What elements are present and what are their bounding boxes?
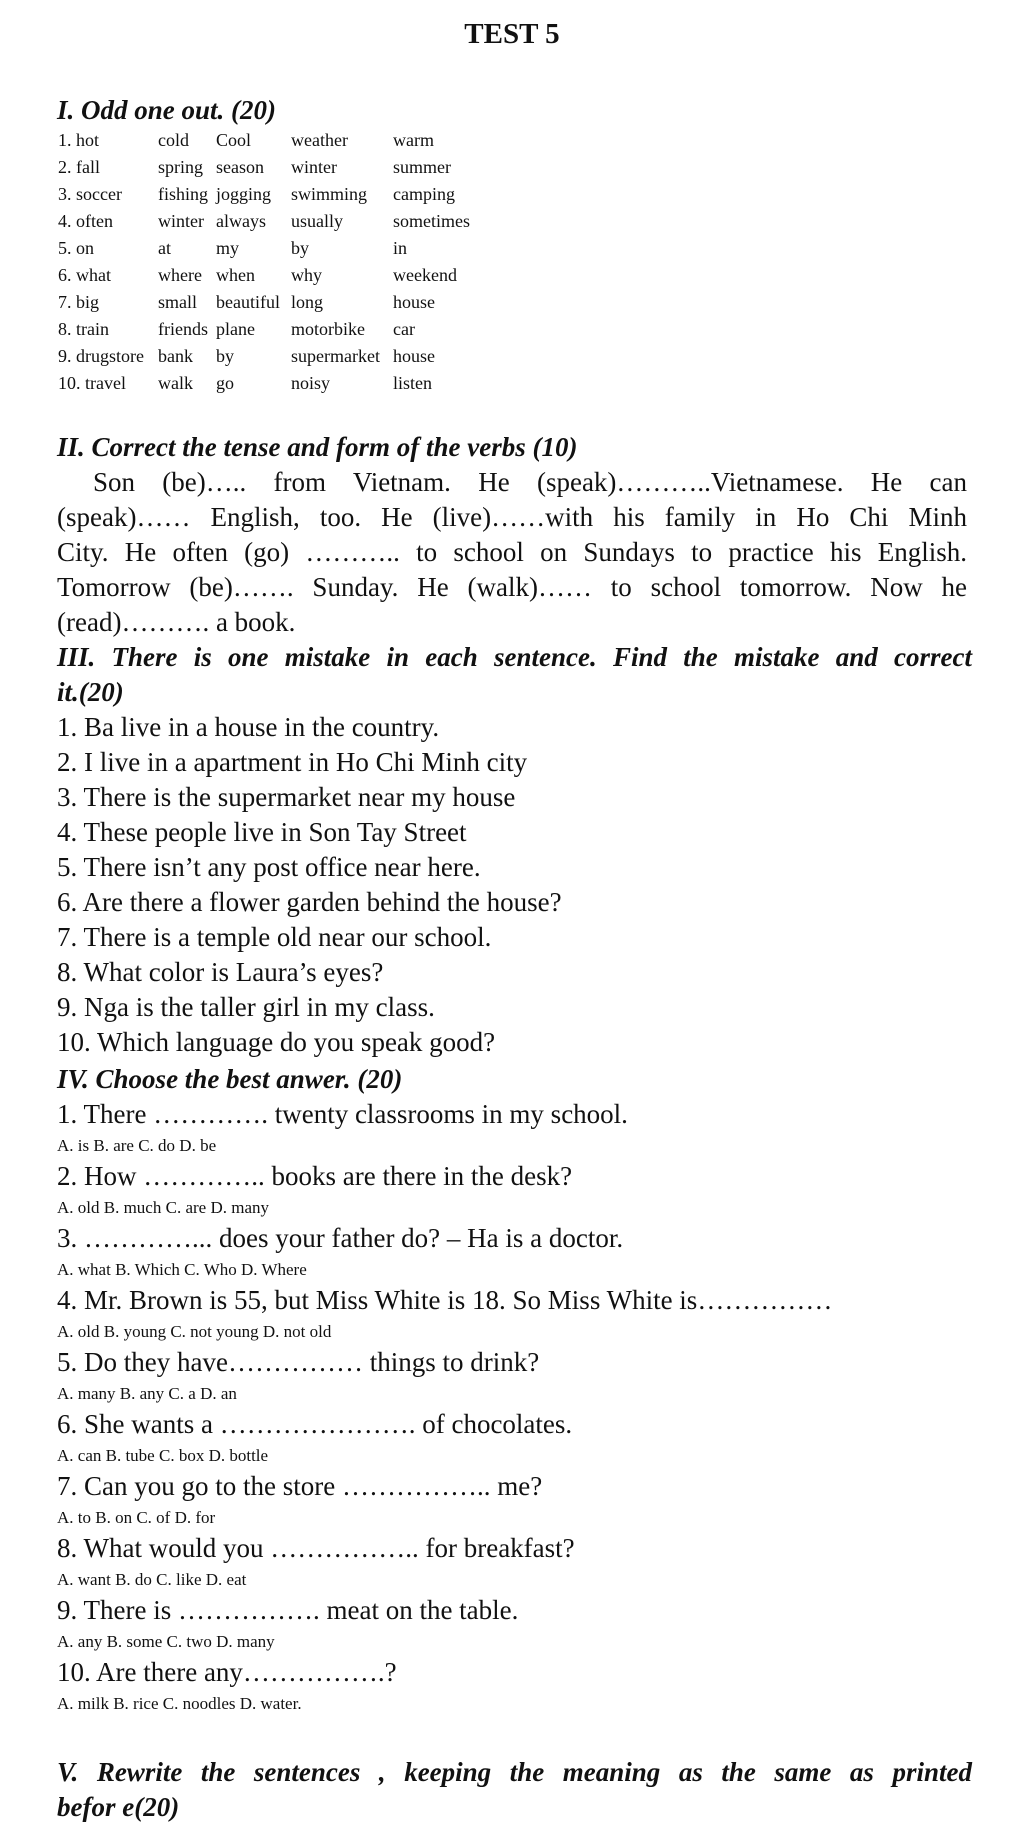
odd-one-out-word: supermarket [291, 346, 380, 366]
mcq-question: 8. What would you …………….. for breakfast? [57, 1533, 575, 1563]
odd-one-out-word: my [216, 238, 240, 258]
mcq-options: A. milk B. rice C. noodles D. water. [57, 1694, 302, 1713]
paragraph-line: Son (be)….. from Vietnam. He (speak)………..Vietnamese. He can [93, 467, 967, 497]
mistake-sentence: 4. These people live in Son Tay Street [57, 817, 467, 847]
mcq-options: A. want B. do C. like D. eat [57, 1570, 247, 1589]
mcq-item [57, 1159, 832, 1221]
odd-one-out-word: by [216, 346, 234, 366]
odd-one-out-word: why [291, 265, 322, 285]
odd-one-out-word: 1. hot [58, 130, 100, 150]
verb-tense-paragraph [57, 465, 967, 640]
odd-one-out-row [58, 154, 470, 181]
odd-one-out-word: 5. on [58, 238, 94, 258]
mcq-item [57, 1593, 832, 1655]
odd-one-out-word: car [393, 319, 415, 339]
odd-one-out-word: warm [393, 130, 434, 150]
odd-one-out-word: spring [158, 157, 203, 177]
mcq-options: A. can B. tube C. box D. bottle [57, 1446, 269, 1465]
mcq-options: A. what B. Which C. Who D. Where [57, 1260, 307, 1279]
odd-one-out-word: 3. soccer [58, 184, 122, 204]
odd-one-out-row [58, 208, 470, 235]
odd-one-out-word: summer [393, 157, 451, 177]
odd-one-out-word: motorbike [291, 319, 365, 339]
odd-one-out-word: 7. big [58, 292, 100, 312]
mcq-question: 10. Are there any…………….? [57, 1657, 397, 1687]
odd-one-out-word: plane [216, 319, 255, 339]
odd-one-out-word: by [291, 238, 309, 258]
odd-one-out-row [58, 127, 470, 154]
odd-one-out-word: in [393, 238, 408, 258]
odd-one-out-word: long [291, 292, 324, 312]
section-3-heading: III. There is one mistake in each sentence. Find the mistake and correct [57, 642, 972, 672]
mistake-sentence: 3. There is the supermarket near my house [57, 782, 516, 812]
multiple-choice-list [57, 1097, 832, 1717]
mcq-options: A. is B. are C. do D. be [57, 1136, 217, 1155]
paragraph-line: Tomorrow (be)……. Sunday. He (walk)…… to school tomorrow. Now he [57, 572, 967, 602]
section-3-heading-cont: it.(20) [57, 677, 124, 707]
odd-one-out-word: fishing [158, 184, 209, 204]
mcq-item [57, 1469, 832, 1531]
mcq-options: A. old B. much C. are D. many [57, 1198, 269, 1217]
odd-one-out-word: noisy [291, 373, 331, 393]
odd-one-out-row [58, 316, 470, 343]
odd-one-out-word: walk [158, 373, 193, 393]
odd-one-out-word: bank [158, 346, 193, 366]
odd-one-out-word: house [393, 346, 435, 366]
mistake-sentence: 6. Are there a flower garden behind the house? [57, 887, 562, 917]
mcq-question: 1. There …………. twenty classrooms in my school. [57, 1099, 628, 1129]
paragraph-line: (speak)…… English, too. He (live)……with his family in Ho Chi Minh [57, 502, 967, 532]
mistake-sentence: 2. I live in a apartment in Ho Chi Minh city [57, 747, 528, 777]
odd-one-out-word: 10. travel [58, 373, 126, 393]
mcq-question: 3. …………... does your father do? – Ha is a doctor. [57, 1223, 624, 1253]
odd-one-out-word: Cool [216, 130, 252, 150]
mistake-sentence: 5. There isn’t any post office near here. [57, 852, 481, 882]
mcq-question: 5. Do they have…………… things to drink? [57, 1347, 540, 1377]
mistake-sentence: 10. Which language do you speak good? [57, 1027, 496, 1057]
mcq-question: 4. Mr. Brown is 55, but Miss White is 18. So Miss White is…………… [57, 1285, 833, 1315]
odd-one-out-word: winter [291, 157, 337, 177]
odd-one-out-word: where [158, 265, 202, 285]
odd-one-out-word: swimming [291, 184, 368, 204]
mistake-sentence: 8. What color is Laura’s eyes? [57, 957, 384, 987]
mcq-question: 6. She wants a …………………. of chocolates. [57, 1409, 573, 1439]
mcq-options: A. many B. any C. a D. an [57, 1384, 237, 1403]
mcq-question: 2. How ………….. books are there in the desk? [57, 1161, 573, 1191]
mcq-item [57, 1345, 832, 1407]
mcq-options: A. any B. some C. two D. many [57, 1632, 275, 1651]
odd-one-out-table [58, 127, 470, 397]
odd-one-out-word: weather [291, 130, 348, 150]
odd-one-out-word: sometimes [393, 211, 470, 231]
section-5-heading: V. Rewrite the sentences , keeping the meaning as the same as printed [57, 1757, 972, 1787]
odd-one-out-word: small [158, 292, 197, 312]
odd-one-out-row [58, 289, 470, 316]
mcq-item [57, 1097, 832, 1159]
odd-one-out-word: always [216, 211, 266, 231]
odd-one-out-row [58, 235, 470, 262]
odd-one-out-word: go [216, 373, 234, 393]
odd-one-out-word: house [393, 292, 435, 312]
odd-one-out-word: when [216, 265, 255, 285]
odd-one-out-word: 2. fall [58, 157, 100, 177]
mcq-options: A. old B. young C. not young D. not old [57, 1322, 332, 1341]
mistake-sentence: 9. Nga is the taller girl in my class. [57, 992, 435, 1022]
odd-one-out-word: season [216, 157, 264, 177]
section-1-heading: I. Odd one out. (20) [57, 95, 277, 125]
mcq-question: 7. Can you go to the store …………….. me? [57, 1471, 543, 1501]
odd-one-out-word: 8. train [58, 319, 109, 339]
odd-one-out-word: jogging [216, 184, 272, 204]
section-2-heading: II. Correct the tense and form of the verbs (10) [57, 432, 578, 462]
odd-one-out-row [58, 262, 470, 289]
section-5-heading-cont: befor e(20) [57, 1792, 180, 1822]
odd-one-out-word: cold [158, 130, 189, 150]
mcq-question: 9. There is ……………. meat on the table. [57, 1595, 519, 1625]
mcq-options: A. to B. on C. of D. for [57, 1508, 216, 1527]
odd-one-out-word: listen [393, 373, 432, 393]
mistake-sentence: 1. Ba live in a house in the country. [57, 712, 440, 742]
odd-one-out-word: 4. often [58, 211, 113, 231]
section-4-heading: IV. Choose the best anwer. (20) [57, 1064, 403, 1094]
odd-one-out-word: weekend [393, 265, 457, 285]
odd-one-out-word: camping [393, 184, 455, 204]
paragraph-line: City. He often (go) ……….. to school on Sundays to practice his English. [57, 537, 967, 567]
odd-one-out-word: friends [158, 319, 208, 339]
paragraph-line: (read)………. a book. [57, 607, 296, 637]
odd-one-out-word: winter [158, 211, 204, 231]
mistake-sentence: 7. There is a temple old near our school. [57, 922, 492, 952]
odd-one-out-word: 6. what [58, 265, 111, 285]
mcq-item [57, 1655, 832, 1717]
page-title: TEST 5 [464, 18, 560, 50]
mistake-sentence-list [57, 710, 562, 1060]
mcq-item [57, 1221, 832, 1283]
odd-one-out-word: beautiful [216, 292, 280, 312]
odd-one-out-row [58, 370, 470, 397]
mcq-item [57, 1531, 832, 1593]
mcq-item [57, 1407, 832, 1469]
mcq-item [57, 1283, 832, 1345]
odd-one-out-word: usually [291, 211, 343, 231]
odd-one-out-word: at [158, 238, 171, 258]
odd-one-out-word: 9. drugstore [58, 346, 144, 366]
odd-one-out-row [58, 181, 470, 208]
odd-one-out-row [58, 343, 470, 370]
